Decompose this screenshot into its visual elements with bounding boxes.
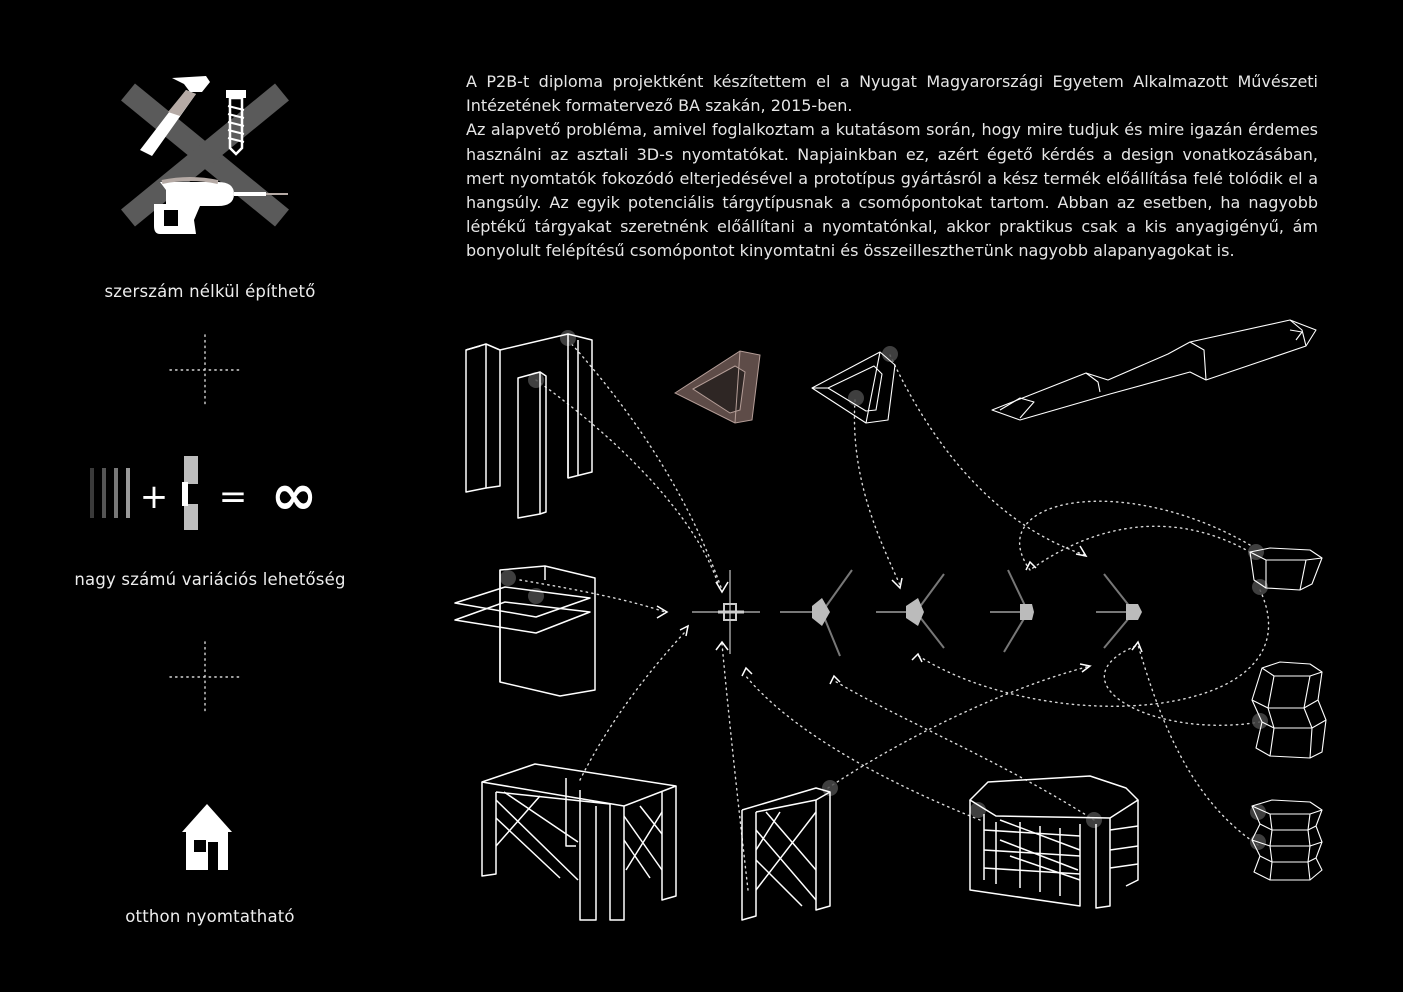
joint-variant-1 xyxy=(692,570,760,654)
variations-caption: nagy számú variációs lehetőség xyxy=(74,570,346,589)
dotted-connectors xyxy=(520,340,1269,890)
equals-sign: = xyxy=(218,477,248,517)
infinity-icon: ∞ xyxy=(270,463,318,528)
connection-markers xyxy=(500,330,1268,850)
bars-icon xyxy=(90,468,130,518)
stool-object-2 xyxy=(742,788,830,920)
joint-variant-5 xyxy=(1096,574,1142,648)
dotted-plus-divider xyxy=(170,335,240,405)
intro-paragraph: Az alapvető probléma, amivel foglalkoztam a kutatásom során, hogy mire tudjuk és mire igazán érdemes használni az asztali 3D-s nyomtatókat. Napjainkban ez, azért égető kérdés a design vonatkozásában, mert nyomtatók fokozódó elterjedésével a prototípus gyártásról a kész termék előállítása felé tolódik el a hangsúly. Az egyik potenciális tárgytípusnak a csomópontokat tartom. Abban az esetben, ha nagyobb léptékű tárgyakat szeretnénk előállítani a nyomtatónkal, akkor praktikus csak a kis anyagigényű, ám bonyolult felépítésű csomópontot kinyomtatni és összeillesztheтünk nagyobb alapanyagokat is. xyxy=(466,120,1318,261)
intro-text xyxy=(466,70,1318,264)
no-tools-caption: szerszám nélkül építhető xyxy=(104,282,316,301)
printed-joint-part xyxy=(675,351,760,423)
joint-diagram xyxy=(440,300,1400,940)
variation-equation xyxy=(86,452,336,532)
joint-variant-4 xyxy=(990,570,1034,652)
intro-paragraph: A P2B-t diploma projektként készítettem el a Nyugat Magyarországi Egyetem Alkalmazott Művészeti Intézetének formatervező BA szakán, 2015-ben. xyxy=(466,72,1318,116)
dotted-plus-divider xyxy=(170,642,240,712)
shelf-object xyxy=(455,566,595,696)
column-object xyxy=(466,334,592,518)
stack-object-2 xyxy=(1252,662,1326,758)
stool-object-1 xyxy=(482,764,676,920)
joint-variant-3 xyxy=(876,574,944,648)
long-joint-part xyxy=(992,320,1316,420)
house-icon xyxy=(180,802,234,872)
home-caption: otthon nyomtatható xyxy=(125,907,295,926)
plus-sign: + xyxy=(139,477,169,517)
joint-variant-2 xyxy=(780,570,852,656)
wireframe-joint-part xyxy=(812,352,895,423)
joint-piece-icon xyxy=(182,456,198,530)
no-tools-illustration xyxy=(110,70,310,240)
